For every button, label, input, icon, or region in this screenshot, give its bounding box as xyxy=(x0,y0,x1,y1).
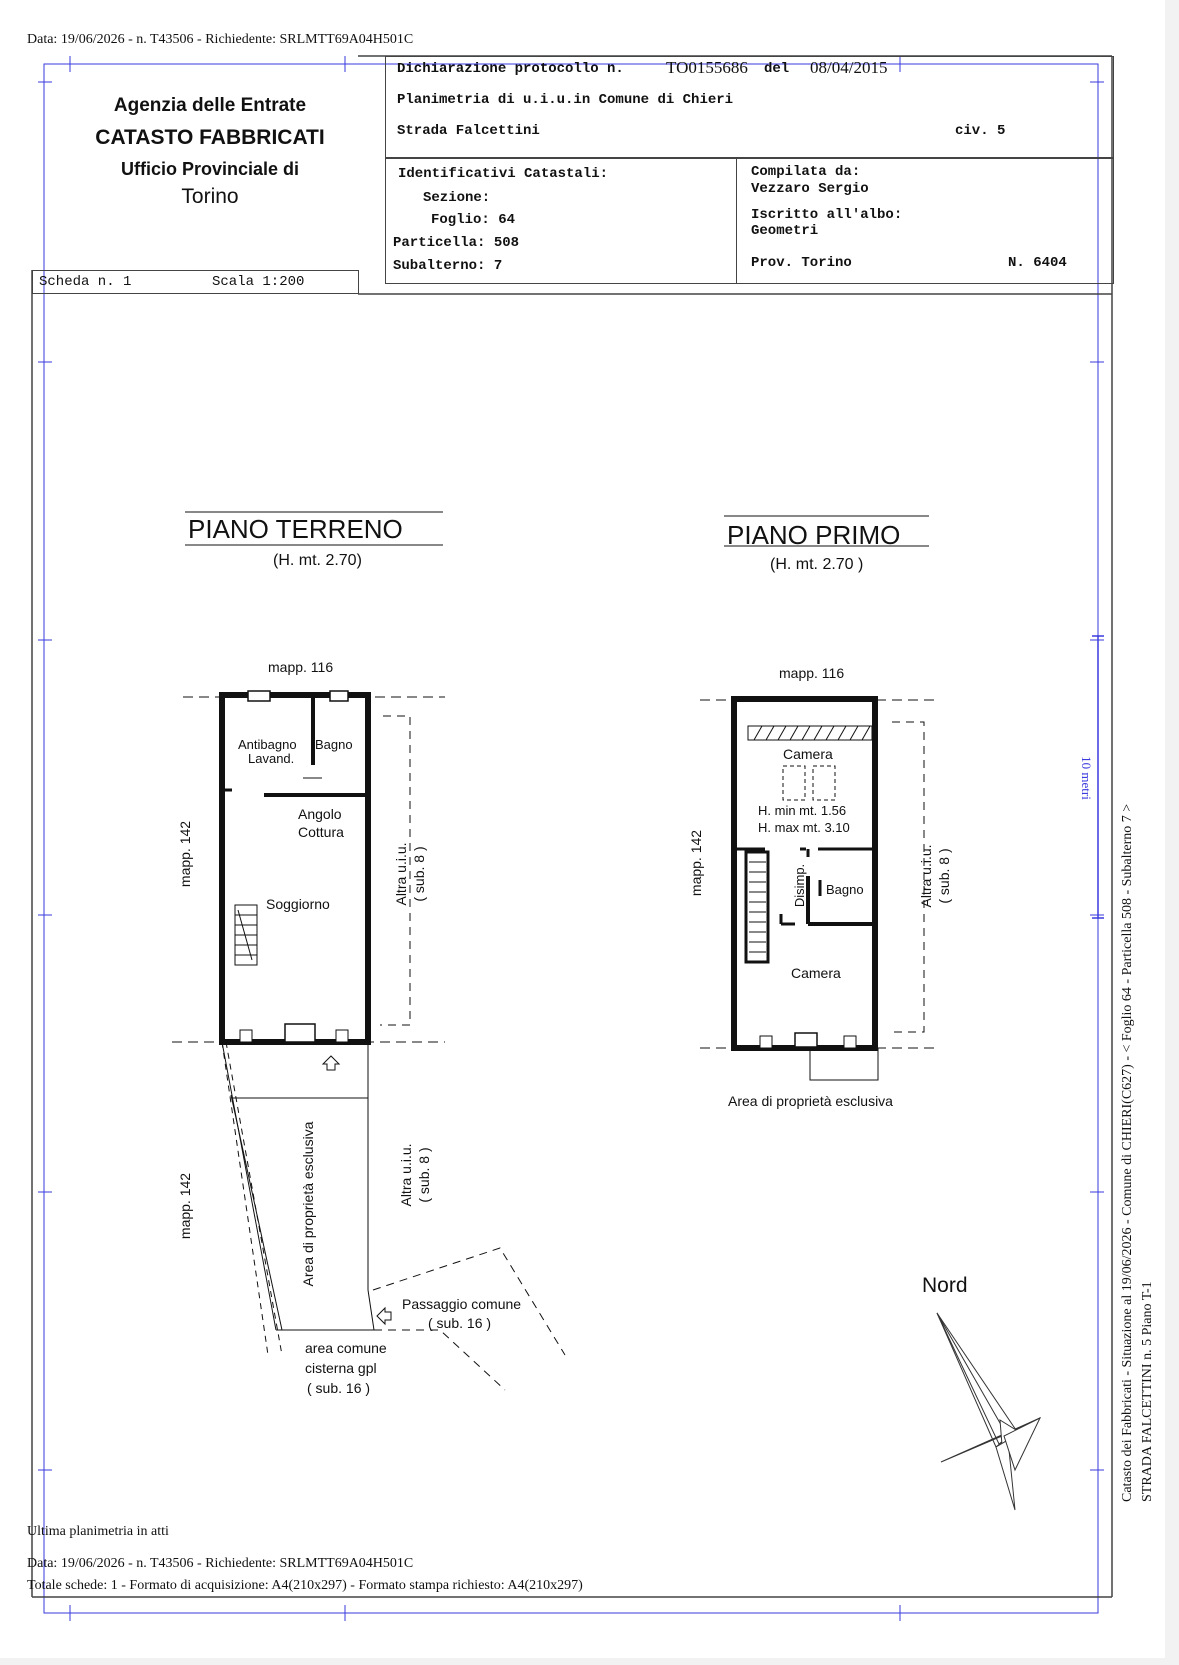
foglio-field: Foglio: 64 xyxy=(431,212,516,228)
ground-altra-uiu-bottom xyxy=(397,1120,433,1230)
protocol-date: 08/04/2015 xyxy=(810,58,888,77)
province-field: Prov. Torino xyxy=(751,255,852,271)
hmin-label: H. min mt. 1.56 xyxy=(758,803,847,818)
first-floor-title: PIANO PRIMO xyxy=(727,520,901,550)
request-header: Data: 19/06/2026 - n. T43506 - Richiedente: SRLMTT69A04H501C xyxy=(27,32,414,47)
office-city: Torino xyxy=(181,185,239,208)
altra-uiu-label-2: Altra u.i.u. xyxy=(398,1143,414,1207)
compiler-name: Vezzaro Sergio xyxy=(751,181,869,197)
street-name: Strada Falcettini xyxy=(397,123,540,139)
cisterna-label-1: area comune xyxy=(305,1340,387,1356)
scale-label: Scala 1:200 xyxy=(212,274,305,290)
ground-mapp-left-2: mapp. 142 xyxy=(177,1172,194,1240)
agency-name: Agenzia delle Entrate xyxy=(113,95,307,116)
ground-floor-height: (H. mt. 2.70) xyxy=(273,552,362,569)
room-bagno-ground: Bagno xyxy=(315,737,353,752)
altra-uiu-label-first: Altra u.i.u. xyxy=(918,844,934,908)
del-label: del xyxy=(764,61,790,77)
first-altra-uiu xyxy=(917,821,953,931)
north-label: Nord xyxy=(922,1274,968,1297)
cisterna-sub: ( sub. 16 ) xyxy=(307,1380,371,1396)
room-bagno-first: Bagno xyxy=(826,882,864,897)
identifiers-title: Identificativi Catastali: xyxy=(398,166,609,182)
passaggio-sub: ( sub. 16 ) xyxy=(428,1315,492,1331)
ground-altra-uiu-top xyxy=(392,819,428,929)
room-antibagno: Antibagno xyxy=(238,737,297,752)
compiler-label: Compilata da: xyxy=(751,164,861,180)
ufficio-label: Ufficio Provinciale di xyxy=(120,159,300,179)
room-soggiorno: Soggiorno xyxy=(266,896,330,912)
scheda-number: Scheda n. 1 xyxy=(39,274,132,290)
room-camera-bottom: Camera xyxy=(791,965,841,981)
albo-label: Iscritto all'albo: xyxy=(751,207,903,223)
planimetry-line: Planimetria di u.i.u.in Comune di Chieri xyxy=(397,92,734,108)
room-disimpegno: Disimp. xyxy=(792,863,808,908)
hmax-label: H. max mt. 3.10 xyxy=(758,820,850,835)
room-cottura: Cottura xyxy=(298,824,344,840)
footer-request: Data: 19/06/2026 - n. T43506 - Richiedente: SRLMTT69A04H501C xyxy=(27,1556,414,1571)
room-camera-top: Camera xyxy=(783,746,833,762)
catasto-title: CATASTO FABBRICATI xyxy=(95,126,325,149)
footer-last-plan: Ultima planimetria in atti xyxy=(27,1524,169,1539)
ground-mapp-top: mapp. 116 xyxy=(268,659,334,675)
ground-area-esclusiva: Area di proprietà esclusiva xyxy=(300,1121,316,1287)
footer-totals: Totale schede: 1 - Formato di acquisizione: A4(210x297) - Formato stampa richiesto: A4(210x297) xyxy=(27,1578,583,1593)
sezione-field: Sezione: xyxy=(423,190,491,206)
first-floor-height: (H. mt. 2.70 ) xyxy=(770,556,864,573)
cisterna-label-2: cisterna gpl xyxy=(305,1360,377,1376)
particella-field: Particella: 508 xyxy=(393,235,520,251)
civic-number: civ. 5 xyxy=(955,123,1006,139)
scale-marker-label: 10 metri xyxy=(1078,756,1094,800)
ground-mapp-left: mapp. 142 xyxy=(177,820,194,888)
room-lavanderia: Lavand. xyxy=(248,751,295,766)
altra-uiu-sub-first: ( sub. 8 ) xyxy=(936,848,952,904)
side-note-line-1: Catasto dei Fabbricati - Situazione al 19/06/2026 - Comune di CHIERI(C627) - < Foglio 64 - Particella 508 - Subalterno 7 > xyxy=(1120,803,1135,1502)
first-mapp-left: mapp. 142 xyxy=(688,829,705,897)
registration-number: N. 6404 xyxy=(1008,255,1067,271)
side-note-line-2: STRADA FALCETTINI n. 5 Piano T-1 xyxy=(1140,1281,1155,1502)
altra-uiu-sub: ( sub. 8 ) xyxy=(411,846,427,902)
altra-uiu-label: Altra u.i.u. xyxy=(393,842,409,906)
protocol-label: Dichiarazione protocollo n. xyxy=(397,61,624,77)
protocol-number: TO0155686 xyxy=(666,58,748,77)
ground-floor-title: PIANO TERRENO xyxy=(188,514,403,544)
cadastral-side-note xyxy=(1118,502,1158,1502)
passaggio-label: Passaggio comune xyxy=(402,1296,522,1312)
first-area-esclusiva: Area di proprietà esclusiva xyxy=(728,1093,893,1109)
room-angolo: Angolo xyxy=(298,806,342,822)
first-mapp-top: mapp. 116 xyxy=(779,665,845,681)
albo-value: Geometri xyxy=(751,223,819,239)
subalterno-field: Subalterno: 7 xyxy=(393,258,503,274)
altra-uiu-sub-2: ( sub. 8 ) xyxy=(416,1147,432,1203)
